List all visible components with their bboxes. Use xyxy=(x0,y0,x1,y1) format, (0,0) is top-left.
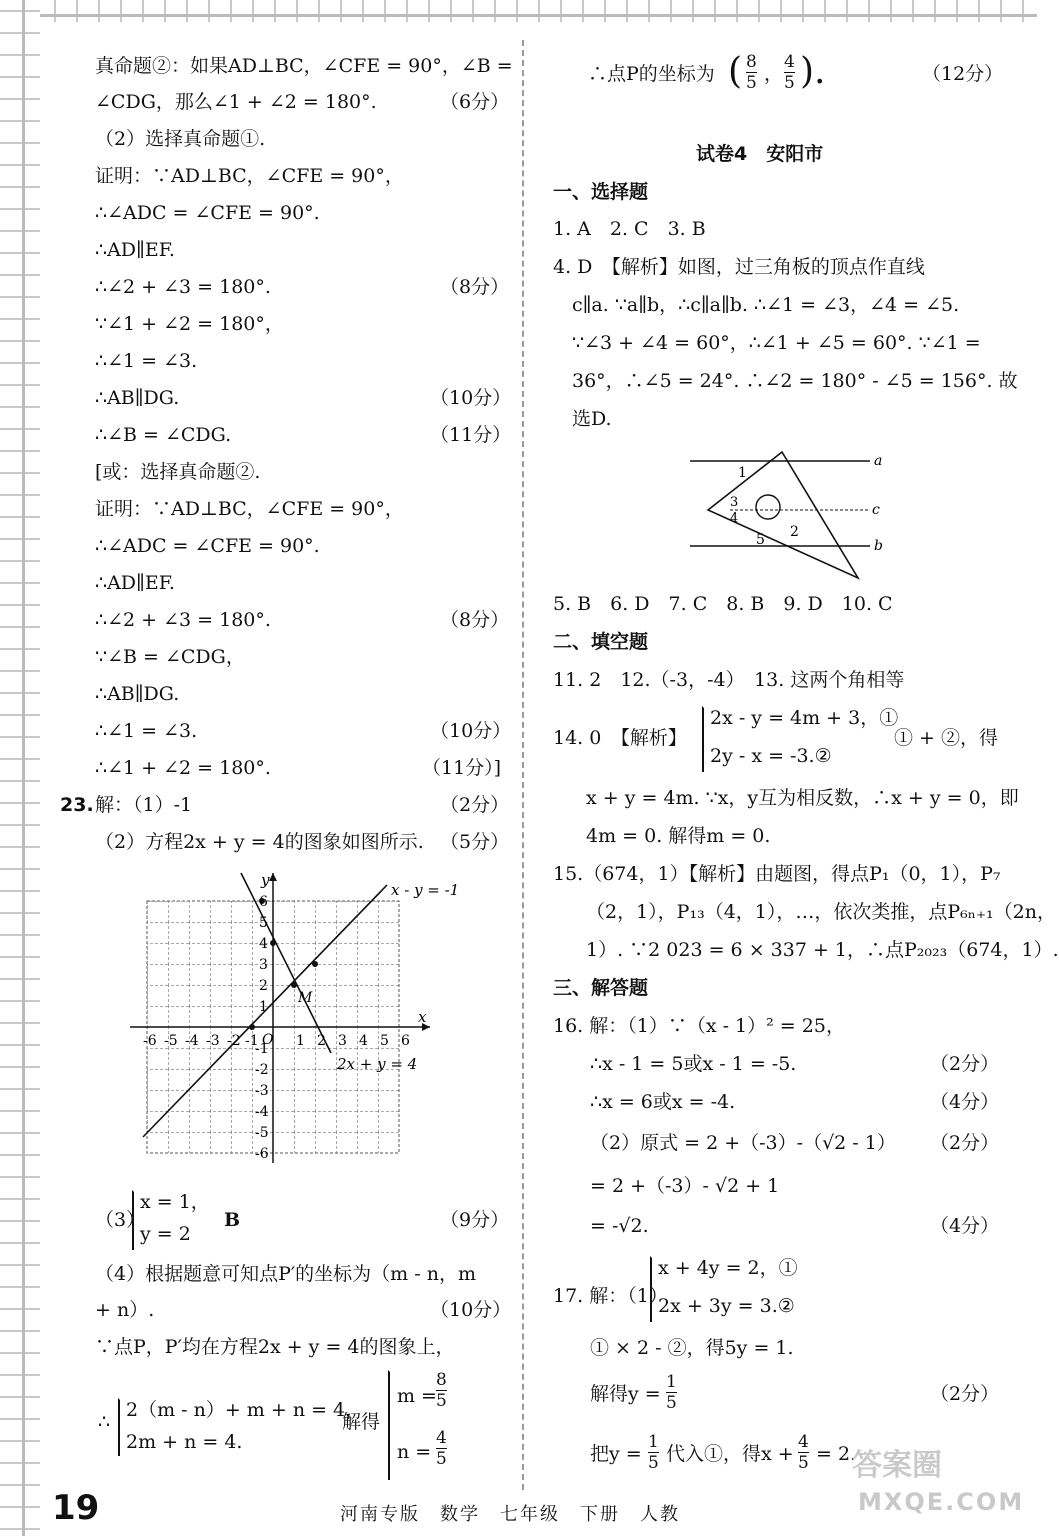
text-line: ∵点P，P′均在方程2x + y = 4的图象上， xyxy=(95,1336,455,1358)
brace xyxy=(118,1398,120,1456)
text-line: 2x - y = 4m + 3，① xyxy=(710,707,899,729)
text-line: （2，1），P₁₃（4，1），…，依次类推，点P₆ₙ₊₁（2n， xyxy=(586,901,1056,923)
text-line: = -√2. xyxy=(590,1215,649,1237)
text-line: ∴∠2 + ∠3 = 180°. xyxy=(95,276,271,298)
text-line: 证明：∵AD⊥BC，∠CFE = 90°， xyxy=(95,498,404,520)
question-number: 23. xyxy=(60,794,94,816)
score: （10分） xyxy=(430,1299,512,1321)
text-line: ① + ②，得 xyxy=(894,727,998,749)
text-line: ∵∠1 + ∠2 = 180°， xyxy=(95,313,284,335)
text-line: 2（m - n）+ m + n = 4， xyxy=(126,1399,365,1421)
score: （12分） xyxy=(922,63,1004,85)
footer: 河南专版 数学 七年级 下册 人教 xyxy=(340,1504,680,1525)
comma: ， xyxy=(764,63,784,85)
function-graph xyxy=(125,865,460,1175)
text-line: 解得 xyxy=(342,1411,381,1433)
text-line: 16. 解：（1）∵（x - 1）² = 25， xyxy=(553,1015,845,1037)
section-heading: 三、解答题 xyxy=(553,977,649,999)
angle-1: 1 xyxy=(738,465,747,481)
svg-text:5: 5 xyxy=(259,915,268,931)
text-line: ∴点P的坐标为 xyxy=(588,63,715,85)
fraction: $\frac{4}{5}$ xyxy=(798,1432,809,1473)
text-line: = 2 +（-3）- √2 + 1 xyxy=(590,1175,780,1197)
m-label: M xyxy=(298,990,313,1006)
y-axis-label: y xyxy=(261,871,270,889)
text-line: y = 2 xyxy=(140,1223,191,1245)
decorative-border-left xyxy=(0,0,40,1536)
text-line: ∴∠ADC = ∠CFE = 90°. xyxy=(95,202,320,224)
text-line: [或：选择真命题②. xyxy=(95,461,261,483)
section-heading: 二、填空题 xyxy=(553,631,649,653)
svg-text:6: 6 xyxy=(401,1033,410,1049)
svg-text:-2: -2 xyxy=(227,1033,241,1049)
text-line: 真命题②：如果AD⊥BC，∠CFE = 90°，∠B = xyxy=(95,55,513,77)
point xyxy=(270,940,276,946)
svg-text:-3: -3 xyxy=(206,1033,220,1049)
text-line: 代入①，得x + xyxy=(666,1443,794,1465)
svg-text:-5: -5 xyxy=(164,1033,178,1049)
fraction: $\frac{8}{5}$ xyxy=(746,52,757,93)
ruler-hole xyxy=(756,495,780,519)
svg-text:1: 1 xyxy=(259,999,268,1015)
text-line: ∴∠1 + ∠2 = 180°. xyxy=(95,757,271,779)
text-line: ∴∠2 + ∠3 = 180°. xyxy=(95,609,271,631)
svg-text:6: 6 xyxy=(259,894,268,910)
watermark-url: MXQE.COM xyxy=(858,1488,1025,1516)
exam-title: 试卷4 安阳市 xyxy=(696,143,824,165)
brace xyxy=(132,1190,134,1250)
fraction: $\frac{1}{5}$ xyxy=(666,1372,677,1413)
text-line: x = 1， xyxy=(140,1191,210,1213)
score: （4分） xyxy=(930,1215,1000,1237)
text-line: ∴AB∥DG. xyxy=(95,387,180,409)
text-line: 选D. xyxy=(572,408,612,430)
text-line: 2m + n = 4. xyxy=(126,1431,243,1453)
svg-text:3: 3 xyxy=(338,1033,347,1049)
text-line: 1）. ∵2 023 = 6 × 337 + 1，∴点P₂₀₂₃（674，1）. xyxy=(586,939,1059,961)
answers: 5. B 6. D 7. C 8. B 9. D 10. C xyxy=(553,593,893,615)
watermark: 答案圈 xyxy=(852,1448,942,1483)
text-line: ① × 2 - ②，得5y = 1. xyxy=(590,1337,794,1359)
brace xyxy=(702,706,704,772)
score: （2分） xyxy=(930,1383,1000,1405)
text-line: ∵∠B = ∠CDG， xyxy=(95,646,245,668)
text-line: 证明：∵AD⊥BC，∠CFE = 90°， xyxy=(95,165,404,187)
angle-3: 3 xyxy=(730,495,739,510)
text-line: ∴x = 6或x = -4. xyxy=(590,1091,736,1113)
text-line: ∴AD∥EF. xyxy=(95,239,175,261)
line-label-2: 2x + y = 4 xyxy=(337,1055,418,1073)
paren-left: ( xyxy=(728,51,743,92)
fraction: $\frac{4}{5}$ xyxy=(436,1428,447,1469)
svg-text:1: 1 xyxy=(296,1033,305,1049)
score: （5分） xyxy=(440,831,510,853)
text-line: ∴∠1 = ∠3. xyxy=(95,720,198,742)
text-line: n = xyxy=(397,1441,432,1463)
score: （10分） xyxy=(430,720,512,742)
svg-text:-6: -6 xyxy=(143,1033,157,1049)
score: （8分） xyxy=(440,276,510,298)
score: （9分） xyxy=(440,1209,510,1231)
text-line: ∠CDG，那么∠1 + ∠2 = 180°. xyxy=(95,91,377,113)
svg-text:-6: -6 xyxy=(255,1146,269,1162)
svg-text:2: 2 xyxy=(317,1033,326,1049)
svg-text:4: 4 xyxy=(259,936,268,952)
point xyxy=(312,961,318,967)
angle-4: 4 xyxy=(730,511,739,526)
svg-text:-1: -1 xyxy=(245,1033,259,1049)
svg-text:4: 4 xyxy=(359,1033,368,1049)
text-line: x + y = 4m. ∵x，y互为相反数，∴x + y = 0，即 xyxy=(586,787,1019,809)
text-line: 解：（1）-1 xyxy=(95,794,193,816)
text-line: ∴AD∥EF. xyxy=(95,572,175,594)
text-line: ∴∠ADC = ∠CFE = 90°. xyxy=(95,535,320,557)
text-line: ∴∠B = ∠CDG. xyxy=(95,424,232,446)
text-line: 4m = 0. 解得m = 0. xyxy=(586,825,771,847)
text-line: 2x + 3y = 3.② xyxy=(658,1295,795,1317)
parallel-lines-figure xyxy=(690,450,890,580)
point-m xyxy=(291,982,297,988)
text-line: = 2. xyxy=(816,1443,857,1465)
text-line: 4. D 【解析】如图，过三角板的顶点作直线 xyxy=(553,256,925,278)
score: （11分） xyxy=(430,424,512,446)
text-line: 17. 解：（1） xyxy=(553,1285,668,1307)
decorative-border-top xyxy=(0,0,1037,22)
text-line: m = xyxy=(397,1385,437,1407)
score: （11分）] xyxy=(422,757,502,779)
text-line: （2）方程2x + y = 4的图象如图所示. xyxy=(95,831,424,853)
brace xyxy=(650,1256,652,1322)
point xyxy=(249,1024,255,1030)
text-line: ∴AB∥DG. xyxy=(95,683,180,705)
fraction: $\frac{1}{5}$ xyxy=(648,1432,659,1473)
brace xyxy=(388,1370,390,1480)
score: （6分） xyxy=(440,91,510,113)
page-number: 19 xyxy=(52,1488,100,1528)
paren-right: ). xyxy=(800,51,826,92)
text-line: 2y - x = -3.② xyxy=(710,745,832,767)
text-line: 14. 0 【解析】 xyxy=(553,727,687,749)
svg-text:-3: -3 xyxy=(255,1083,269,1099)
svg-text:3: 3 xyxy=(259,957,268,973)
text-line: 15.（674，1）【解析】由题图，得点P₁（0，1），P₇ xyxy=(553,863,1001,885)
text-line: （4）根据题意可知点P′的坐标为（m - n，m xyxy=(95,1263,476,1285)
text-line: （2）选择真命题①. xyxy=(95,128,266,150)
fraction: $\frac{4}{5}$ xyxy=(784,52,795,93)
text-line: x + 4y = 2，① xyxy=(658,1257,798,1279)
score: （8分） xyxy=(440,609,510,631)
text-line: ∵∠3 + ∠4 = 60°，∴∠1 + ∠5 = 60°. ∵∠1 = xyxy=(572,332,981,354)
score: （2分） xyxy=(930,1132,1000,1154)
text-line: 36°，∴∠5 = 24°. ∴∠2 = 180° - ∠5 = 156°. 故 xyxy=(572,370,1018,392)
label-b: b xyxy=(874,538,883,554)
text-line: c∥a. ∵a∥b，∴c∥a∥b. ∴∠1 = ∠3，∠4 = ∠5. xyxy=(572,294,960,316)
svg-text:5: 5 xyxy=(380,1033,389,1049)
text-line: 解得y = xyxy=(590,1383,661,1405)
score: （2分） xyxy=(930,1053,1000,1075)
answer-label: B xyxy=(224,1209,241,1231)
line-label-1: x - y = -1 xyxy=(391,881,460,899)
score: （2分） xyxy=(440,794,510,816)
svg-text:-2: -2 xyxy=(255,1062,269,1078)
score: （10分） xyxy=(430,387,512,409)
svg-text:-4: -4 xyxy=(255,1104,269,1120)
score: （4分） xyxy=(930,1091,1000,1113)
svg-text:-4: -4 xyxy=(185,1033,199,1049)
section-heading: 一、选择题 xyxy=(553,181,649,203)
text-line: （3） xyxy=(95,1209,146,1231)
x-axis-label: x xyxy=(418,1008,427,1026)
answers: 1. A 2. C 3. B xyxy=(553,218,706,240)
text-line: 把y = xyxy=(590,1443,642,1465)
answers: 11. 2 12.（-3，-4） 13. 这两个角相等 xyxy=(553,669,905,691)
text-line: ∴∠1 = ∠3. xyxy=(95,350,198,372)
text-line: ∴x - 1 = 5或x - 1 = -5. xyxy=(590,1053,797,1075)
svg-text:-1: -1 xyxy=(255,1041,269,1057)
y-axis-arrow xyxy=(269,873,277,881)
angle-5: 5 xyxy=(756,532,765,548)
column-divider xyxy=(522,40,524,1490)
svg-text:2: 2 xyxy=(259,978,268,994)
label-c: c xyxy=(872,502,880,518)
text-line: ∴ xyxy=(98,1411,111,1433)
angle-2: 2 xyxy=(790,524,799,540)
fraction: $\frac{8}{5}$ xyxy=(436,1370,447,1411)
origin-label: O xyxy=(262,1032,274,1048)
svg-text:-5: -5 xyxy=(255,1125,269,1141)
label-a: a xyxy=(874,453,883,469)
text-line: + n）. xyxy=(95,1299,155,1321)
text-line: （2）原式 = 2 +（-3）-（√2 - 1） xyxy=(590,1132,896,1154)
